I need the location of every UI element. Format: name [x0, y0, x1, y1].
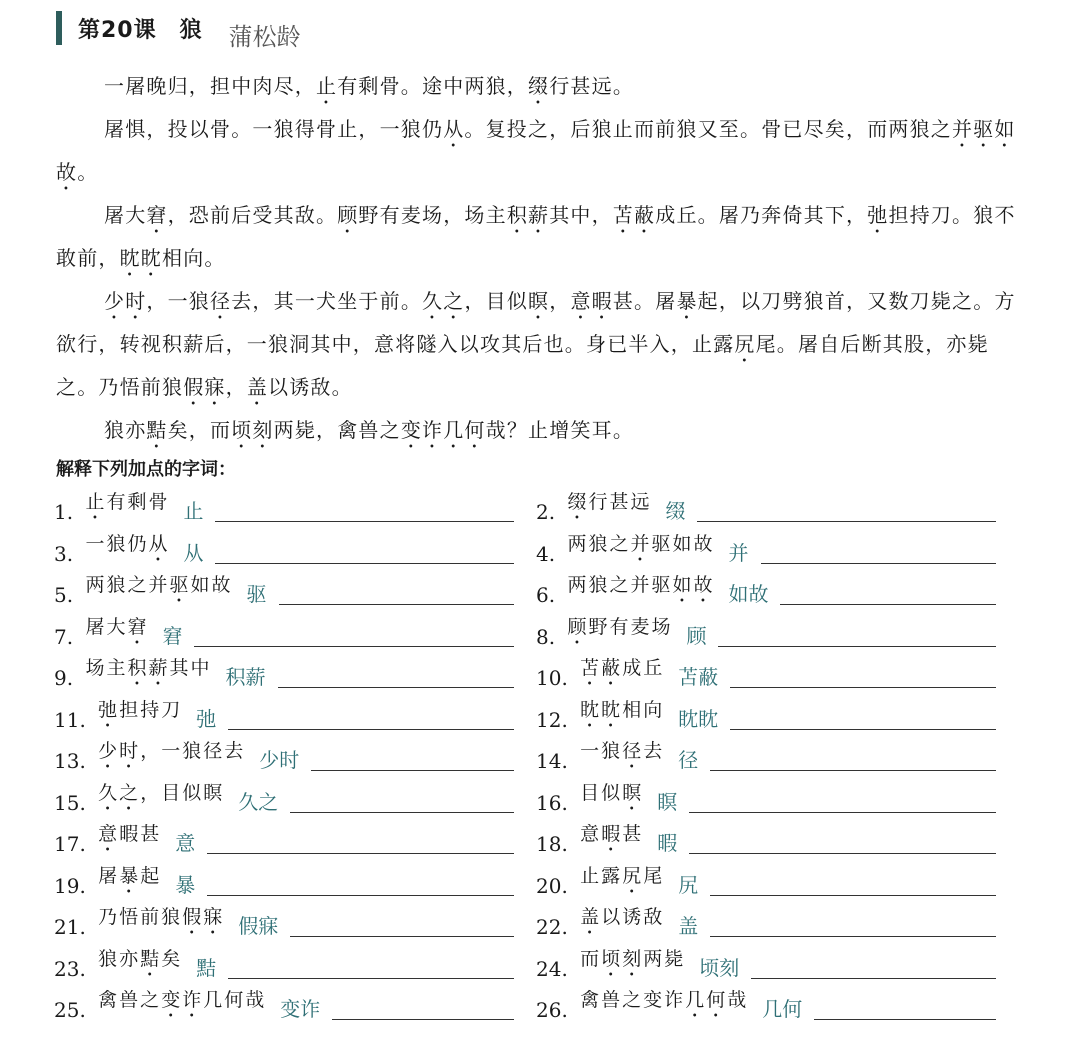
- text-segment: 两狼之并: [85, 574, 170, 596]
- emphasized-text: 盖: [246, 375, 269, 399]
- text-segment: 意: [580, 823, 602, 845]
- emphasized-text: 暴: [119, 864, 141, 887]
- answer-blank-line[interactable]: [689, 852, 996, 854]
- question-number: 20.: [536, 873, 575, 898]
- target-word: 盖: [678, 914, 699, 938]
- emphasized-text: 并驱如故: [56, 117, 1016, 184]
- answer-blank-line[interactable]: [761, 562, 997, 564]
- answer-blank-line[interactable]: [228, 977, 514, 979]
- text-segment: 相向: [622, 698, 665, 721]
- text-segment: 成丘。屠乃奔倚其下，: [655, 203, 868, 227]
- text-segment: ，一狼: [146, 289, 211, 313]
- text-segment: 相向。: [162, 246, 226, 270]
- emphasized-text: 瞑: [528, 289, 550, 313]
- question-item: [536, 947, 996, 981]
- header-accent-bar: [56, 11, 62, 45]
- target-word: 并: [728, 540, 749, 565]
- emphasized-text: 止: [316, 74, 338, 98]
- question-phrase: [580, 985, 748, 1022]
- target-word: 从: [183, 540, 204, 565]
- question-number: 15.: [54, 790, 93, 815]
- emphasized-text: 从: [148, 532, 170, 555]
- question-phrase: [85, 529, 169, 566]
- question-item: [536, 532, 996, 566]
- answer-blank-line[interactable]: [279, 603, 515, 605]
- text-segment: 屠惧，投以骨。一狼得骨止，一狼仍: [104, 117, 444, 141]
- text-segment: 以诱敌。: [268, 375, 353, 399]
- text-segment: 两毙，禽兽之: [273, 418, 401, 442]
- emphasized-text: 苫蔽: [612, 203, 656, 227]
- question-item: [54, 864, 514, 898]
- question-item: [54, 823, 514, 856]
- text-segment: 乃悟前狼: [98, 906, 183, 928]
- text-segment: 目似: [580, 781, 623, 804]
- question-number: 4.: [536, 541, 562, 566]
- emphasized-text: 积薪: [127, 657, 170, 679]
- emphasized-text: 变诈: [161, 989, 204, 1011]
- text-segment: 暇甚: [119, 823, 162, 845]
- question-item: [536, 657, 996, 690]
- question-phrase: [98, 902, 224, 939]
- answer-blank-line[interactable]: [207, 852, 514, 854]
- target-word: 少时: [259, 748, 300, 772]
- question-phrase: [85, 570, 232, 607]
- emphasized-text: 径: [622, 740, 644, 762]
- passage-paragraph: [56, 410, 1020, 453]
- question-item: [54, 698, 514, 732]
- emphasized-text: 黠: [146, 418, 168, 442]
- question-phrase: [98, 819, 161, 856]
- emphasized-text: 止: [85, 491, 107, 513]
- text-segment: 尾: [643, 864, 665, 887]
- text-segment: 甚: [622, 823, 644, 845]
- question-phrase: [567, 570, 714, 607]
- text-segment: 有剩骨: [106, 491, 170, 513]
- text-segment: 行甚远: [588, 491, 652, 513]
- emphasized-text: 暇: [591, 289, 613, 313]
- text-segment: 一狼: [580, 740, 623, 762]
- target-word: 意: [175, 831, 196, 855]
- question-number: 13.: [54, 749, 93, 773]
- text-segment: 驱如故: [651, 532, 715, 555]
- answer-blank-line[interactable]: [697, 520, 996, 522]
- target-word: 窘: [162, 623, 183, 648]
- question-number: 17.: [54, 832, 93, 856]
- answer-blank-line[interactable]: [215, 520, 514, 522]
- answer-blank-line[interactable]: [689, 811, 996, 813]
- question-phrase: [580, 944, 685, 981]
- passage-paragraph: [56, 195, 1020, 281]
- lesson-header: [56, 8, 301, 51]
- passage-text: [56, 66, 1020, 453]
- target-word: 暴: [175, 872, 196, 897]
- question-phrase: [85, 653, 211, 690]
- text-segment: 以诱敌: [601, 906, 665, 928]
- text-segment: 其中，: [549, 203, 613, 227]
- question-number: 8.: [536, 624, 562, 649]
- emphasized-text: 尻: [622, 864, 644, 887]
- target-word: 假寐: [238, 914, 279, 938]
- question-item: [536, 615, 996, 649]
- emphasized-text: 积薪: [506, 203, 550, 227]
- emphasized-text: 苫蔽: [580, 657, 623, 679]
- answer-blank-line[interactable]: [290, 935, 514, 937]
- question-phrase: [580, 902, 664, 939]
- text-segment: 成丘: [622, 657, 665, 679]
- answer-blank-line[interactable]: [194, 645, 514, 647]
- answer-blank-line[interactable]: [710, 935, 996, 937]
- question-item: [536, 574, 996, 607]
- question-phrase: [580, 819, 643, 856]
- question-phrase: [580, 861, 664, 898]
- text-segment: 。: [77, 160, 99, 184]
- emphasized-text: 暇: [601, 823, 623, 845]
- answer-blank-line[interactable]: [814, 1018, 996, 1020]
- text-segment: 担持刀: [119, 698, 183, 721]
- target-word: 径: [678, 748, 699, 772]
- answer-blank-line[interactable]: [311, 769, 514, 771]
- text-segment: ，恐前后受其敌。: [167, 203, 338, 227]
- emphasized-text: 径: [210, 289, 232, 313]
- text-segment: 禽兽之变诈: [580, 989, 686, 1011]
- answer-blank-line[interactable]: [290, 811, 514, 813]
- text-segment: 止露: [580, 864, 623, 887]
- text-segment: 屠大: [85, 615, 128, 638]
- question-phrase: [98, 944, 182, 981]
- target-word: 驱: [246, 582, 267, 606]
- target-word: 苫蔽: [678, 665, 719, 689]
- question-number: 19.: [54, 873, 93, 898]
- question-item: [536, 864, 996, 898]
- question-number: 12.: [536, 707, 575, 732]
- question-item: [54, 491, 514, 524]
- text-segment: ，一狼径去: [140, 740, 246, 762]
- emphasized-text: 少时: [104, 289, 147, 313]
- question-item: [54, 906, 514, 939]
- question-number: 1.: [54, 500, 80, 524]
- text-segment: 矣: [161, 947, 183, 970]
- question-item: [54, 532, 514, 566]
- text-segment: 如故: [190, 574, 233, 596]
- question-number: 11.: [54, 707, 93, 732]
- emphasized-text: 几何: [685, 989, 728, 1011]
- emphasized-text: 驱: [169, 574, 191, 596]
- text-segment: 甚。屠: [612, 289, 677, 313]
- question-phrase: [580, 778, 643, 815]
- emphasized-text: 缀: [528, 74, 550, 98]
- question-number: 18.: [536, 832, 575, 856]
- author-name: 蒲松龄: [228, 22, 301, 51]
- target-word: 顷刻: [699, 955, 740, 980]
- passage-paragraph: [56, 109, 1020, 195]
- answer-blank-line[interactable]: [228, 728, 514, 730]
- target-word: 缀: [665, 499, 686, 523]
- question-item: [536, 989, 996, 1022]
- answer-blank-line[interactable]: [751, 977, 996, 979]
- answer-blank-line[interactable]: [710, 894, 996, 896]
- question-phrase: [580, 695, 664, 732]
- target-word: 如故: [728, 582, 769, 606]
- text-segment: 屠: [98, 864, 120, 887]
- question-number: 14.: [536, 749, 575, 773]
- text-segment: 野有麦场: [588, 615, 673, 638]
- question-item: [536, 823, 996, 856]
- text-segment: 尾。屠自后断其股，亦毙之。乃悟前狼: [56, 332, 989, 399]
- text-segment: 有剩骨。途中两狼，: [337, 74, 529, 98]
- question-item: [536, 781, 996, 815]
- emphasized-text: 顷刻: [231, 418, 274, 442]
- answer-blank-line[interactable]: [215, 562, 514, 564]
- question-number: 9.: [54, 666, 80, 690]
- question-item: [536, 906, 996, 939]
- emphasized-text: 眈眈: [119, 246, 163, 270]
- answer-blank-line[interactable]: [730, 728, 996, 730]
- question-item: [536, 698, 996, 732]
- text-segment: 而: [580, 947, 602, 970]
- text-segment: 起，以刀劈狼首，又数刀毙之。方欲行，转视积薪后，一狼洞其中，意将隧入以攻其后也。身已半入，止露: [56, 289, 1016, 356]
- target-word: 眈眈: [678, 706, 719, 731]
- emphasized-text: 假寐: [182, 906, 225, 928]
- question-item: [54, 615, 514, 649]
- text-segment: 担持刀。狼不敢前，: [56, 203, 1016, 270]
- text-segment: ，: [225, 375, 247, 399]
- question-item: [54, 574, 514, 607]
- target-word: 尻: [678, 872, 699, 897]
- target-word: 止: [183, 499, 204, 523]
- emphasized-text: 弛: [98, 698, 120, 721]
- question-number: 2.: [536, 500, 562, 524]
- target-word: 积薪: [225, 665, 266, 689]
- question-phrase: [580, 736, 664, 773]
- question-number: 5.: [54, 583, 80, 607]
- answer-blank-line[interactable]: [710, 769, 996, 771]
- text-segment: 两毙: [643, 947, 686, 970]
- text-segment: 禽兽之: [98, 989, 162, 1011]
- question-number: 7.: [54, 624, 80, 649]
- question-item: [54, 740, 514, 773]
- answer-blank-line[interactable]: [780, 603, 996, 605]
- question-number: 25.: [54, 998, 93, 1022]
- target-word: 顾: [686, 623, 707, 648]
- text-segment: ，目似瞑: [140, 781, 225, 804]
- emphasized-text: 缀: [567, 491, 589, 513]
- question-number: 6.: [536, 583, 562, 607]
- text-segment: 哉？止增笑耳。: [485, 418, 635, 442]
- question-item: [54, 781, 514, 815]
- target-word: 黠: [196, 955, 217, 980]
- question-phrase: [567, 487, 651, 524]
- question-number: 10.: [536, 666, 575, 690]
- emphasized-text: 意: [98, 823, 120, 845]
- answer-blank-line[interactable]: [332, 1018, 514, 1020]
- answer-blank-line[interactable]: [718, 645, 996, 647]
- passage-paragraph: [56, 281, 1020, 410]
- text-segment: 其中: [169, 657, 212, 679]
- text-segment: 几何哉: [203, 989, 267, 1011]
- emphasized-text: 窘: [146, 203, 168, 227]
- text-segment: 两狼之: [567, 532, 631, 555]
- text-segment: 狼亦: [104, 418, 147, 442]
- question-number: 23.: [54, 956, 93, 981]
- text-segment: ，: [549, 289, 571, 313]
- target-word: 久之: [238, 789, 279, 814]
- text-segment: 哉: [727, 989, 749, 1011]
- question-number: 24.: [536, 956, 575, 981]
- passage-paragraph: [56, 66, 1020, 109]
- emphasized-text: 暴: [676, 289, 698, 313]
- target-word: 弛: [196, 706, 217, 731]
- emphasized-text: 顷刻: [601, 947, 644, 970]
- question-number: 21.: [54, 915, 93, 939]
- text-segment: 一狼仍: [85, 532, 149, 555]
- emphasized-text: 少时: [98, 740, 141, 762]
- emphasized-text: 顾: [337, 203, 359, 227]
- emphasized-text: 从: [443, 117, 465, 141]
- emphasized-text: 眈眈: [580, 698, 623, 721]
- text-segment: 一屠晚归，担中肉尽，: [104, 74, 316, 98]
- question-phrase: [85, 612, 148, 649]
- emphasized-text: 如故: [672, 574, 715, 596]
- text-segment: 场主: [85, 657, 128, 679]
- emphasized-text: 久之: [422, 289, 465, 313]
- text-segment: 矣，而: [167, 418, 232, 442]
- emphasized-text: 盖: [580, 906, 602, 928]
- emphasized-text: 假寐: [183, 375, 226, 399]
- question-item: [54, 657, 514, 690]
- emphasized-text: 并: [630, 532, 652, 555]
- question-phrase: [98, 985, 266, 1022]
- question-phrase: [85, 487, 169, 524]
- emphasized-text: 弛: [867, 203, 889, 227]
- emphasized-text: 尻: [734, 332, 756, 356]
- target-word: 瞑: [657, 789, 678, 814]
- question-phrase: [98, 736, 245, 773]
- question-item: [54, 989, 514, 1022]
- text-segment: 行甚远。: [549, 74, 635, 98]
- emphasized-text: 顾: [567, 615, 589, 638]
- question-number: 3.: [54, 541, 80, 566]
- question-phrase: [98, 861, 161, 898]
- text-segment: 去，其一犬坐于前。: [231, 289, 423, 313]
- target-word: 暇: [657, 831, 678, 855]
- question-number: 22.: [536, 915, 575, 939]
- question-phrase: [580, 653, 664, 690]
- text-segment: 野有麦场，场主: [358, 203, 507, 227]
- question-phrase: [98, 778, 224, 815]
- emphasized-text: 黠: [140, 947, 162, 970]
- emphasized-text: 变诈几何: [400, 418, 486, 442]
- text-segment: 狼亦: [98, 947, 141, 970]
- question-item: [54, 947, 514, 981]
- question-phrase: [567, 529, 714, 566]
- question-number: 26.: [536, 998, 575, 1022]
- question-phrase: [567, 612, 672, 649]
- emphasized-text: 久之: [98, 781, 141, 804]
- answer-blank-line[interactable]: [278, 686, 515, 688]
- target-word: 几何: [762, 997, 803, 1021]
- question-number: 16.: [536, 790, 575, 815]
- question-item: [536, 740, 996, 773]
- text-segment: 起: [140, 864, 162, 887]
- question-item: [536, 491, 996, 524]
- lesson-title: 第20课 狼: [78, 17, 203, 43]
- emphasized-text: 瞑: [622, 781, 644, 804]
- text-segment: 。复投之，后狼止而前狼又至。骨已尽矣，而两狼之: [464, 117, 953, 141]
- questions-heading: 解释下列加点的字词：: [56, 459, 236, 480]
- emphasized-text: 意: [570, 289, 592, 313]
- text-segment: 屠大: [104, 203, 147, 227]
- text-segment: ，目似: [464, 289, 529, 313]
- answer-blank-line[interactable]: [207, 894, 514, 896]
- target-word: 变诈: [280, 997, 321, 1021]
- answer-blank-line[interactable]: [730, 686, 996, 688]
- text-segment: 两狼之并驱: [567, 574, 673, 596]
- emphasized-text: 窘: [127, 615, 149, 638]
- question-phrase: [98, 695, 182, 732]
- text-segment: 去: [643, 740, 665, 762]
